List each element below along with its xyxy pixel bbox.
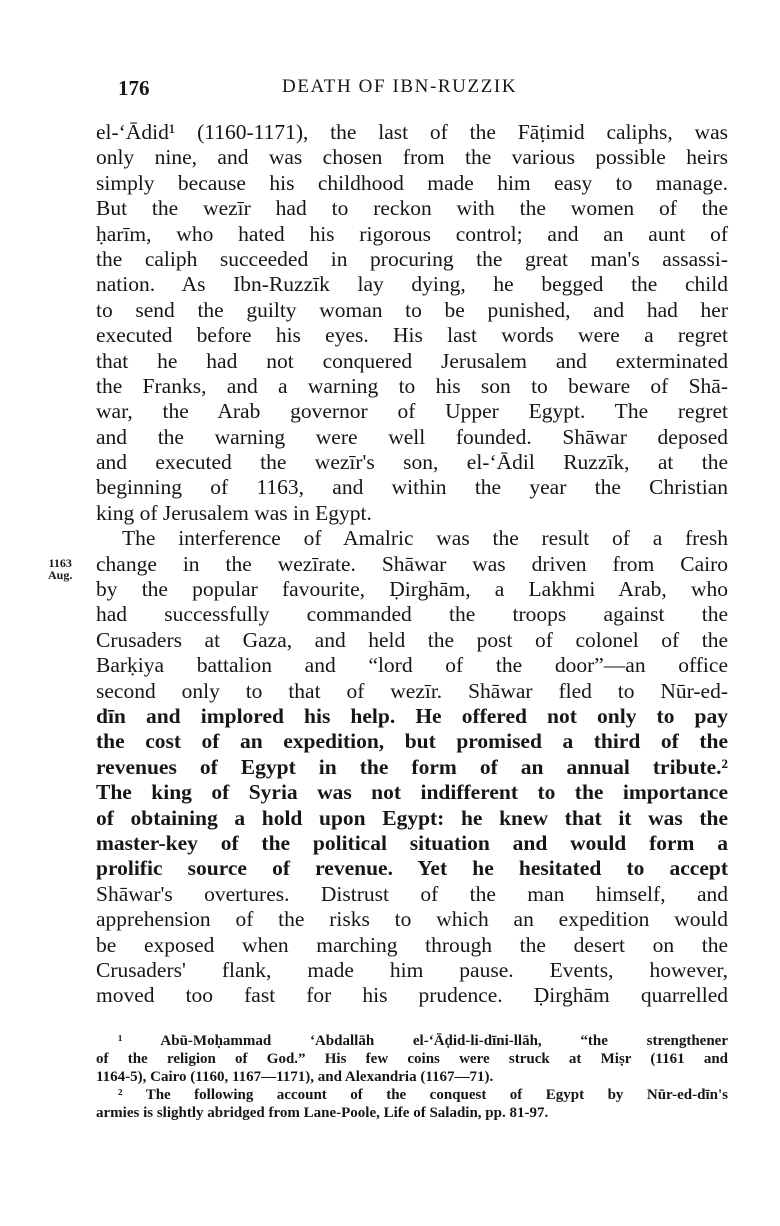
margin-note-year: 1163 bbox=[48, 556, 72, 570]
text-line: the caliph succeeded in procuring the great man's assassi- bbox=[96, 246, 728, 271]
footnotes bbox=[96, 1032, 728, 1122]
text-line: the cost of an expedition, but promised a third of the bbox=[96, 729, 728, 754]
text-line: master-key of the political situation and would form a bbox=[96, 830, 728, 855]
text-line: Crusaders' flank, made him pause. Events, however, bbox=[96, 957, 728, 982]
page-number: 176 bbox=[118, 76, 150, 100]
text-line: revenues of Egypt in the form of an annual tribute.² bbox=[96, 754, 728, 779]
text-line: prolific source of revenue. Yet he hesitated to accept bbox=[96, 856, 728, 881]
text-line: by the popular favourite, Ḍirghām, a Lakhmi Arab, who bbox=[96, 577, 728, 602]
text-line: be exposed when marching through the desert on the bbox=[96, 932, 728, 957]
text-line: The interference of Amalric was the result of a fresh bbox=[122, 526, 728, 551]
text-line: of obtaining a hold upon Egypt: he knew that it was the bbox=[96, 805, 728, 830]
text-line: had successfully commanded the troops against the bbox=[96, 602, 728, 627]
text-line: moved too fast for his prudence. Ḍirghām quarrelled bbox=[96, 983, 728, 1008]
text-line: change in the wezīrate. Shāwar was driven from Cairo bbox=[96, 551, 728, 576]
text-line: and executed the wezīr's son, el-‘Ādil Ruzzīk, at the bbox=[96, 450, 728, 475]
footnote-line: of the religion of God.” His few coins were struck at Miṣr (1161 and bbox=[96, 1051, 728, 1067]
text-line: simply because his childhood made him easy to manage. bbox=[96, 170, 728, 195]
text-line: that he had not conquered Jerusalem and exterminated bbox=[96, 348, 728, 373]
text-line: Barḳiya battalion and “lord of the door”—an office bbox=[96, 653, 728, 678]
text-line: The king of Syria was not indifferent to the importance bbox=[96, 780, 728, 805]
text-line: apprehension of the risks to which an expedition would bbox=[96, 907, 728, 932]
running-head: DEATH OF IBN-RUZZIK bbox=[282, 76, 518, 97]
page-header bbox=[118, 76, 588, 106]
text-line: beginning of 1163, and within the year the Christian bbox=[96, 475, 728, 500]
body-text bbox=[96, 120, 728, 1009]
text-line: and the warning were well founded. Shāwar deposed bbox=[96, 424, 728, 449]
text-line: nation. As Ibn-Ruzzīk lay dying, he begged the child bbox=[96, 272, 728, 297]
margin-date-note bbox=[48, 557, 72, 581]
text-line: only nine, and was chosen from the various possible heirs bbox=[96, 145, 728, 170]
margin-note-month: Aug. bbox=[48, 568, 73, 582]
text-line: Shāwar's overtures. Distrust of the man himself, and bbox=[96, 881, 728, 906]
text-line: the Franks, and a warning to his son to beware of Shā- bbox=[96, 373, 728, 398]
text-line: ḥarīm, who hated his rigorous control; and an aunt of bbox=[96, 221, 728, 246]
text-line: el-‘Ādid¹ (1160-1171), the last of the Fāṭimid caliphs, was bbox=[96, 120, 728, 144]
text-line: executed before his eyes. His last words were a regret bbox=[96, 323, 728, 348]
footnote-line: ¹ Abū-Moḥammad ‘Abdallāh el-‘Āḍid-li-dīni-llāh, “the strengthener bbox=[118, 1033, 728, 1049]
footnote-line: ² The following account of the conquest of Egypt by Nūr-ed-dīn's bbox=[118, 1087, 728, 1103]
text-line: But the wezīr had to reckon with the women of the bbox=[96, 196, 728, 221]
text-line: dīn and implored his help. He offered not only to pay bbox=[96, 703, 728, 728]
text-line: Crusaders at Gaza, and held the post of colonel of the bbox=[96, 627, 728, 652]
text-line: second only to that of wezīr. Shāwar fled to Nūr-ed- bbox=[96, 678, 728, 703]
text-line: war, the Arab governor of Upper Egypt. The regret bbox=[96, 399, 728, 424]
footnote-line: 1164-5), Cairo (1160, 1167—1171), and Alexandria (1167—71). bbox=[96, 1069, 494, 1085]
text-line: to send the guilty woman to be punished, and had her bbox=[96, 297, 728, 322]
text-line: king of Jerusalem was in Egypt. bbox=[96, 500, 372, 525]
footnote-line: armies is slightly abridged from Lane-Poole, Life of Saladin, pp. 81-97. bbox=[96, 1105, 549, 1121]
